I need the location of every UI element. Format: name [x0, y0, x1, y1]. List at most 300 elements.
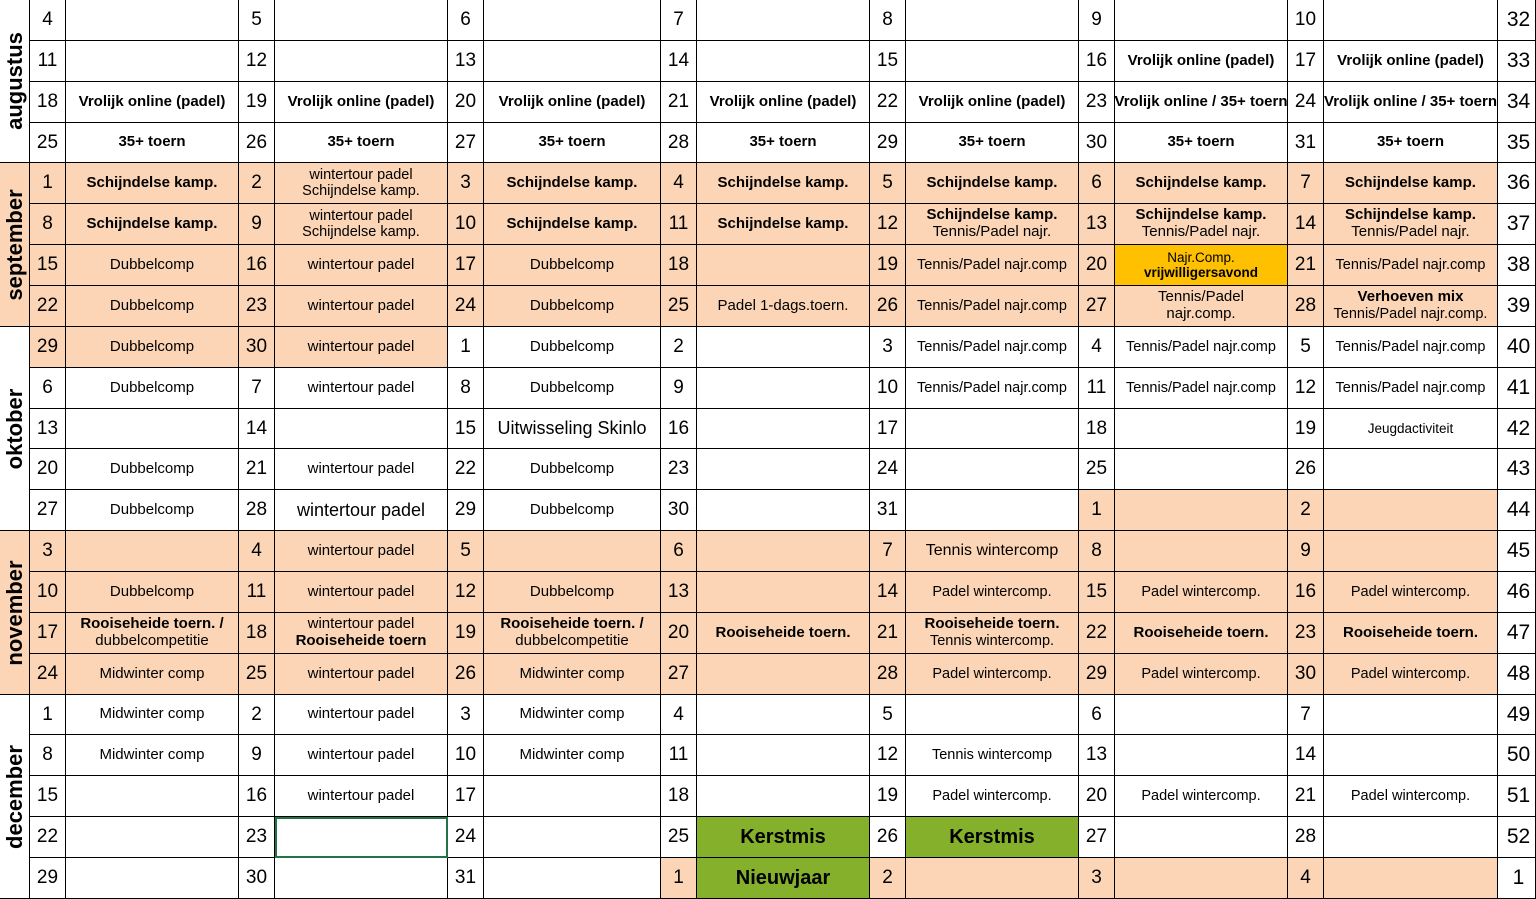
day-number-cell[interactable]: 24 — [1288, 82, 1324, 123]
day-number-cell[interactable]: 15 — [30, 776, 66, 817]
day-number-cell[interactable]: 12 — [870, 204, 906, 245]
event-cell[interactable] — [66, 531, 239, 572]
event-cell[interactable] — [1115, 0, 1288, 41]
event-cell[interactable] — [1324, 858, 1498, 899]
event-cell[interactable] — [66, 858, 239, 899]
event-cell[interactable] — [484, 41, 661, 82]
day-number-cell[interactable]: 21 — [239, 449, 275, 490]
event-cell[interactable] — [697, 41, 870, 82]
day-number-cell[interactable]: 22 — [30, 286, 66, 327]
event-cell[interactable] — [484, 163, 661, 204]
day-number-cell[interactable]: 27 — [1079, 817, 1115, 858]
day-number-cell[interactable]: 11 — [239, 572, 275, 613]
day-number-cell[interactable]: 10 — [30, 572, 66, 613]
week-number-cell[interactable]: 49 — [1498, 695, 1536, 735]
day-number-cell[interactable]: 1 — [661, 858, 697, 899]
day-number-cell[interactable]: 20 — [1079, 245, 1115, 286]
event-cell[interactable] — [697, 82, 870, 123]
event-cell[interactable] — [484, 327, 661, 368]
day-number-cell[interactable]: 22 — [870, 82, 906, 123]
day-number-cell[interactable]: 7 — [239, 368, 275, 409]
event-cell[interactable] — [906, 654, 1079, 695]
day-number-cell[interactable]: 27 — [661, 654, 697, 695]
event-cell[interactable] — [484, 82, 661, 123]
event-cell[interactable] — [275, 163, 448, 204]
day-number-cell[interactable]: 23 — [1079, 82, 1115, 123]
day-number-cell[interactable]: 7 — [1288, 695, 1324, 735]
day-number-cell[interactable]: 30 — [239, 327, 275, 368]
event-cell[interactable] — [906, 123, 1079, 163]
day-number-cell[interactable]: 2 — [661, 327, 697, 368]
week-number-cell[interactable]: 47 — [1498, 613, 1536, 654]
event-cell[interactable] — [484, 531, 661, 572]
day-number-cell[interactable]: 16 — [239, 245, 275, 286]
event-cell[interactable] — [1115, 654, 1288, 695]
event-cell[interactable] — [697, 449, 870, 490]
event-cell[interactable] — [1324, 531, 1498, 572]
event-cell[interactable] — [697, 572, 870, 613]
event-cell[interactable] — [484, 123, 661, 163]
event-cell[interactable] — [697, 204, 870, 245]
week-number-cell[interactable]: 1 — [1498, 858, 1536, 899]
event-cell[interactable] — [1115, 41, 1288, 82]
day-number-cell[interactable]: 22 — [448, 449, 484, 490]
event-cell[interactable] — [275, 531, 448, 572]
event-cell[interactable] — [697, 163, 870, 204]
event-cell[interactable] — [66, 654, 239, 695]
day-number-cell[interactable]: 10 — [448, 204, 484, 245]
day-number-cell[interactable]: 27 — [448, 123, 484, 163]
event-cell[interactable] — [484, 776, 661, 817]
day-number-cell[interactable]: 5 — [448, 531, 484, 572]
event-cell[interactable] — [697, 735, 870, 776]
event-cell[interactable] — [1115, 327, 1288, 368]
day-number-cell[interactable]: 29 — [1079, 654, 1115, 695]
day-number-cell[interactable]: 16 — [239, 776, 275, 817]
week-number-cell[interactable]: 35 — [1498, 123, 1536, 163]
day-number-cell[interactable]: 19 — [1288, 409, 1324, 449]
week-number-cell[interactable]: 50 — [1498, 735, 1536, 776]
day-number-cell[interactable]: 24 — [448, 817, 484, 858]
event-cell[interactable] — [484, 286, 661, 327]
day-number-cell[interactable]: 18 — [661, 776, 697, 817]
event-cell[interactable] — [906, 817, 1079, 858]
event-cell[interactable] — [484, 654, 661, 695]
day-number-cell[interactable]: 18 — [1079, 409, 1115, 449]
day-number-cell[interactable]: 23 — [1288, 613, 1324, 654]
day-number-cell[interactable]: 13 — [1079, 204, 1115, 245]
day-number-cell[interactable]: 3 — [30, 531, 66, 572]
day-number-cell[interactable]: 12 — [870, 735, 906, 776]
day-number-cell[interactable]: 8 — [30, 204, 66, 245]
day-number-cell[interactable]: 16 — [1288, 572, 1324, 613]
day-number-cell[interactable]: 25 — [1079, 449, 1115, 490]
event-cell[interactable] — [275, 572, 448, 613]
day-number-cell[interactable]: 21 — [1288, 245, 1324, 286]
event-cell[interactable] — [484, 817, 661, 858]
event-cell[interactable] — [275, 204, 448, 245]
event-cell[interactable] — [275, 409, 448, 449]
day-number-cell[interactable]: 16 — [1079, 41, 1115, 82]
day-number-cell[interactable]: 28 — [1288, 817, 1324, 858]
event-cell[interactable] — [275, 0, 448, 41]
day-number-cell[interactable]: 7 — [661, 0, 697, 41]
event-cell[interactable] — [484, 695, 661, 735]
event-cell[interactable] — [697, 776, 870, 817]
week-number-cell[interactable]: 51 — [1498, 776, 1536, 817]
week-number-cell[interactable]: 39 — [1498, 286, 1536, 327]
day-number-cell[interactable]: 30 — [1079, 123, 1115, 163]
week-number-cell[interactable]: 45 — [1498, 531, 1536, 572]
event-cell[interactable] — [275, 695, 448, 735]
day-number-cell[interactable]: 6 — [1079, 695, 1115, 735]
day-number-cell[interactable]: 9 — [239, 735, 275, 776]
day-number-cell[interactable]: 12 — [1288, 368, 1324, 409]
week-number-cell[interactable]: 46 — [1498, 572, 1536, 613]
event-cell[interactable] — [66, 163, 239, 204]
day-number-cell[interactable]: 13 — [448, 41, 484, 82]
event-cell[interactable] — [484, 735, 661, 776]
day-number-cell[interactable]: 3 — [1079, 858, 1115, 899]
event-cell[interactable] — [275, 735, 448, 776]
event-cell[interactable] — [906, 368, 1079, 409]
event-cell[interactable] — [697, 0, 870, 41]
event-cell[interactable] — [484, 490, 661, 531]
event-cell[interactable] — [906, 204, 1079, 245]
day-number-cell[interactable]: 1 — [1079, 490, 1115, 531]
day-number-cell[interactable]: 3 — [448, 695, 484, 735]
day-number-cell[interactable]: 11 — [661, 204, 697, 245]
event-cell[interactable] — [66, 286, 239, 327]
event-cell[interactable] — [1324, 654, 1498, 695]
day-number-cell[interactable]: 5 — [870, 695, 906, 735]
event-cell[interactable] — [66, 123, 239, 163]
day-number-cell[interactable]: 5 — [239, 0, 275, 41]
event-cell[interactable] — [275, 449, 448, 490]
event-cell[interactable] — [66, 572, 239, 613]
day-number-cell[interactable]: 30 — [239, 858, 275, 899]
day-number-cell[interactable]: 20 — [30, 449, 66, 490]
event-cell[interactable] — [1324, 286, 1498, 327]
week-number-cell[interactable]: 42 — [1498, 409, 1536, 449]
event-cell[interactable] — [1115, 695, 1288, 735]
event-cell[interactable] — [906, 41, 1079, 82]
week-number-cell[interactable]: 41 — [1498, 368, 1536, 409]
day-number-cell[interactable]: 13 — [661, 572, 697, 613]
event-cell[interactable] — [906, 858, 1079, 899]
event-cell[interactable] — [1115, 735, 1288, 776]
event-cell[interactable] — [484, 245, 661, 286]
day-number-cell[interactable]: 24 — [448, 286, 484, 327]
event-cell[interactable] — [906, 82, 1079, 123]
event-cell[interactable] — [275, 82, 448, 123]
day-number-cell[interactable]: 27 — [30, 490, 66, 531]
day-number-cell[interactable]: 28 — [870, 654, 906, 695]
event-cell[interactable] — [697, 245, 870, 286]
event-cell[interactable] — [1324, 735, 1498, 776]
day-number-cell[interactable]: 18 — [661, 245, 697, 286]
day-number-cell[interactable]: 4 — [661, 695, 697, 735]
event-cell[interactable] — [66, 327, 239, 368]
day-number-cell[interactable]: 26 — [1288, 449, 1324, 490]
event-cell[interactable] — [66, 449, 239, 490]
event-cell[interactable] — [1115, 776, 1288, 817]
day-number-cell[interactable]: 23 — [239, 817, 275, 858]
day-number-cell[interactable]: 31 — [870, 490, 906, 531]
day-number-cell[interactable]: 2 — [870, 858, 906, 899]
day-number-cell[interactable]: 4 — [661, 163, 697, 204]
event-cell[interactable] — [906, 531, 1079, 572]
event-cell[interactable] — [66, 735, 239, 776]
event-cell[interactable] — [1115, 531, 1288, 572]
day-number-cell[interactable]: 6 — [30, 368, 66, 409]
day-number-cell[interactable]: 24 — [30, 654, 66, 695]
event-cell[interactable] — [906, 695, 1079, 735]
day-number-cell[interactable]: 17 — [30, 613, 66, 654]
day-number-cell[interactable]: 9 — [239, 204, 275, 245]
event-cell[interactable] — [66, 368, 239, 409]
day-number-cell[interactable]: 17 — [448, 776, 484, 817]
day-number-cell[interactable]: 14 — [1288, 204, 1324, 245]
event-cell[interactable] — [1115, 368, 1288, 409]
day-number-cell[interactable]: 21 — [661, 82, 697, 123]
event-cell[interactable] — [1115, 572, 1288, 613]
event-cell[interactable] — [1115, 858, 1288, 899]
day-number-cell[interactable]: 29 — [30, 327, 66, 368]
event-cell[interactable] — [697, 286, 870, 327]
day-number-cell[interactable]: 25 — [30, 123, 66, 163]
event-cell[interactable] — [1115, 204, 1288, 245]
day-number-cell[interactable]: 10 — [870, 368, 906, 409]
day-number-cell[interactable]: 17 — [870, 409, 906, 449]
day-number-cell[interactable]: 20 — [448, 82, 484, 123]
day-number-cell[interactable]: 19 — [239, 82, 275, 123]
event-cell[interactable] — [1324, 613, 1498, 654]
event-cell[interactable] — [697, 654, 870, 695]
event-cell[interactable] — [1115, 286, 1288, 327]
day-number-cell[interactable]: 22 — [1079, 613, 1115, 654]
event-cell[interactable] — [66, 695, 239, 735]
day-number-cell[interactable]: 17 — [1288, 41, 1324, 82]
day-number-cell[interactable]: 9 — [1079, 0, 1115, 41]
event-cell[interactable] — [66, 776, 239, 817]
event-cell[interactable] — [1115, 163, 1288, 204]
day-number-cell[interactable]: 28 — [1288, 286, 1324, 327]
day-number-cell[interactable]: 8 — [448, 368, 484, 409]
day-number-cell[interactable]: 8 — [1079, 531, 1115, 572]
day-number-cell[interactable]: 26 — [448, 654, 484, 695]
event-cell[interactable] — [66, 490, 239, 531]
week-number-cell[interactable]: 40 — [1498, 327, 1536, 368]
event-cell[interactable] — [906, 735, 1079, 776]
event-cell[interactable] — [906, 409, 1079, 449]
event-cell[interactable] — [1324, 123, 1498, 163]
event-cell[interactable] — [1324, 163, 1498, 204]
event-cell[interactable] — [697, 695, 870, 735]
event-cell[interactable] — [906, 0, 1079, 41]
event-cell[interactable] — [1324, 409, 1498, 449]
day-number-cell[interactable]: 12 — [239, 41, 275, 82]
day-number-cell[interactable]: 26 — [870, 286, 906, 327]
event-cell[interactable] — [906, 245, 1079, 286]
week-number-cell[interactable]: 37 — [1498, 204, 1536, 245]
day-number-cell[interactable]: 4 — [1288, 858, 1324, 899]
day-number-cell[interactable]: 23 — [661, 449, 697, 490]
event-cell[interactable] — [275, 327, 448, 368]
event-cell[interactable] — [697, 123, 870, 163]
week-number-cell[interactable]: 52 — [1498, 817, 1536, 858]
event-cell[interactable] — [66, 204, 239, 245]
event-cell[interactable] — [484, 0, 661, 41]
week-number-cell[interactable]: 36 — [1498, 163, 1536, 204]
event-cell[interactable] — [1324, 817, 1498, 858]
event-cell[interactable] — [1324, 695, 1498, 735]
day-number-cell[interactable]: 30 — [1288, 654, 1324, 695]
day-number-cell[interactable]: 8 — [870, 0, 906, 41]
event-cell[interactable] — [66, 41, 239, 82]
day-number-cell[interactable]: 13 — [1079, 735, 1115, 776]
event-cell[interactable] — [906, 490, 1079, 531]
event-cell[interactable] — [906, 163, 1079, 204]
day-number-cell[interactable]: 12 — [448, 572, 484, 613]
week-number-cell[interactable]: 44 — [1498, 490, 1536, 531]
day-number-cell[interactable]: 31 — [1288, 123, 1324, 163]
day-number-cell[interactable]: 4 — [1079, 327, 1115, 368]
event-cell[interactable] — [1115, 123, 1288, 163]
day-number-cell[interactable]: 5 — [870, 163, 906, 204]
day-number-cell[interactable]: 9 — [1288, 531, 1324, 572]
event-cell[interactable] — [1324, 572, 1498, 613]
day-number-cell[interactable]: 31 — [448, 858, 484, 899]
event-cell[interactable] — [484, 572, 661, 613]
day-number-cell[interactable]: 11 — [1079, 368, 1115, 409]
event-cell[interactable] — [66, 613, 239, 654]
event-cell[interactable] — [484, 449, 661, 490]
event-cell[interactable] — [1324, 0, 1498, 41]
day-number-cell[interactable]: 10 — [448, 735, 484, 776]
event-cell[interactable] — [484, 613, 661, 654]
day-number-cell[interactable]: 28 — [661, 123, 697, 163]
event-cell[interactable] — [1115, 449, 1288, 490]
event-cell[interactable] — [1324, 368, 1498, 409]
day-number-cell[interactable]: 30 — [661, 490, 697, 531]
event-cell[interactable] — [697, 409, 870, 449]
week-number-cell[interactable]: 34 — [1498, 82, 1536, 123]
day-number-cell[interactable]: 29 — [30, 858, 66, 899]
event-cell[interactable] — [697, 490, 870, 531]
event-cell[interactable] — [697, 368, 870, 409]
event-cell[interactable] — [1324, 449, 1498, 490]
event-cell[interactable] — [697, 817, 870, 858]
event-cell[interactable] — [66, 245, 239, 286]
event-cell[interactable] — [1115, 613, 1288, 654]
event-cell[interactable] — [275, 613, 448, 654]
day-number-cell[interactable]: 7 — [1288, 163, 1324, 204]
selected-cell[interactable] — [275, 817, 448, 858]
event-cell[interactable] — [697, 327, 870, 368]
event-cell[interactable] — [275, 41, 448, 82]
day-number-cell[interactable]: 4 — [30, 0, 66, 41]
day-number-cell[interactable]: 10 — [1288, 0, 1324, 41]
day-number-cell[interactable]: 25 — [661, 817, 697, 858]
event-cell[interactable] — [697, 531, 870, 572]
event-cell[interactable] — [1324, 327, 1498, 368]
day-number-cell[interactable]: 17 — [448, 245, 484, 286]
event-cell[interactable] — [1324, 41, 1498, 82]
week-number-cell[interactable]: 32 — [1498, 0, 1536, 41]
day-number-cell[interactable]: 29 — [870, 123, 906, 163]
day-number-cell[interactable]: 22 — [30, 817, 66, 858]
event-cell[interactable] — [906, 613, 1079, 654]
event-cell[interactable] — [697, 858, 870, 899]
event-cell[interactable] — [1115, 490, 1288, 531]
event-cell[interactable] — [275, 776, 448, 817]
day-number-cell[interactable]: 14 — [1288, 735, 1324, 776]
event-cell[interactable] — [275, 368, 448, 409]
day-number-cell[interactable]: 18 — [30, 82, 66, 123]
day-number-cell[interactable]: 27 — [1079, 286, 1115, 327]
day-number-cell[interactable]: 16 — [661, 409, 697, 449]
day-number-cell[interactable]: 15 — [448, 409, 484, 449]
week-number-cell[interactable]: 33 — [1498, 41, 1536, 82]
day-number-cell[interactable]: 4 — [239, 531, 275, 572]
day-number-cell[interactable]: 3 — [870, 327, 906, 368]
event-cell[interactable] — [275, 245, 448, 286]
event-cell[interactable] — [484, 368, 661, 409]
day-number-cell[interactable]: 26 — [239, 123, 275, 163]
day-number-cell[interactable]: 18 — [239, 613, 275, 654]
event-cell[interactable] — [1115, 817, 1288, 858]
day-number-cell[interactable]: 13 — [30, 409, 66, 449]
day-number-cell[interactable]: 25 — [239, 654, 275, 695]
event-cell[interactable] — [275, 654, 448, 695]
day-number-cell[interactable]: 15 — [30, 245, 66, 286]
event-cell[interactable] — [906, 776, 1079, 817]
event-cell[interactable] — [1115, 82, 1288, 123]
day-number-cell[interactable]: 21 — [1288, 776, 1324, 817]
day-number-cell[interactable]: 9 — [661, 368, 697, 409]
day-number-cell[interactable]: 24 — [870, 449, 906, 490]
day-number-cell[interactable]: 1 — [448, 327, 484, 368]
event-cell[interactable] — [484, 204, 661, 245]
day-number-cell[interactable]: 28 — [239, 490, 275, 531]
day-number-cell[interactable]: 15 — [1079, 572, 1115, 613]
day-number-cell[interactable]: 14 — [870, 572, 906, 613]
event-cell[interactable] — [906, 286, 1079, 327]
event-cell[interactable] — [275, 858, 448, 899]
day-number-cell[interactable]: 19 — [870, 245, 906, 286]
day-number-cell[interactable]: 1 — [30, 695, 66, 735]
event-cell[interactable] — [66, 0, 239, 41]
day-number-cell[interactable]: 15 — [870, 41, 906, 82]
day-number-cell[interactable]: 2 — [239, 163, 275, 204]
event-cell[interactable] — [1324, 82, 1498, 123]
event-cell[interactable] — [1324, 245, 1498, 286]
day-number-cell[interactable]: 6 — [661, 531, 697, 572]
day-number-cell[interactable]: 6 — [1079, 163, 1115, 204]
day-number-cell[interactable]: 1 — [30, 163, 66, 204]
event-cell[interactable] — [906, 572, 1079, 613]
event-cell[interactable] — [275, 123, 448, 163]
day-number-cell[interactable]: 25 — [661, 286, 697, 327]
day-number-cell[interactable]: 2 — [1288, 490, 1324, 531]
event-cell[interactable] — [697, 613, 870, 654]
event-cell[interactable] — [484, 858, 661, 899]
day-number-cell[interactable]: 8 — [30, 735, 66, 776]
event-cell[interactable] — [66, 409, 239, 449]
day-number-cell[interactable]: 3 — [448, 163, 484, 204]
event-cell[interactable] — [1324, 776, 1498, 817]
